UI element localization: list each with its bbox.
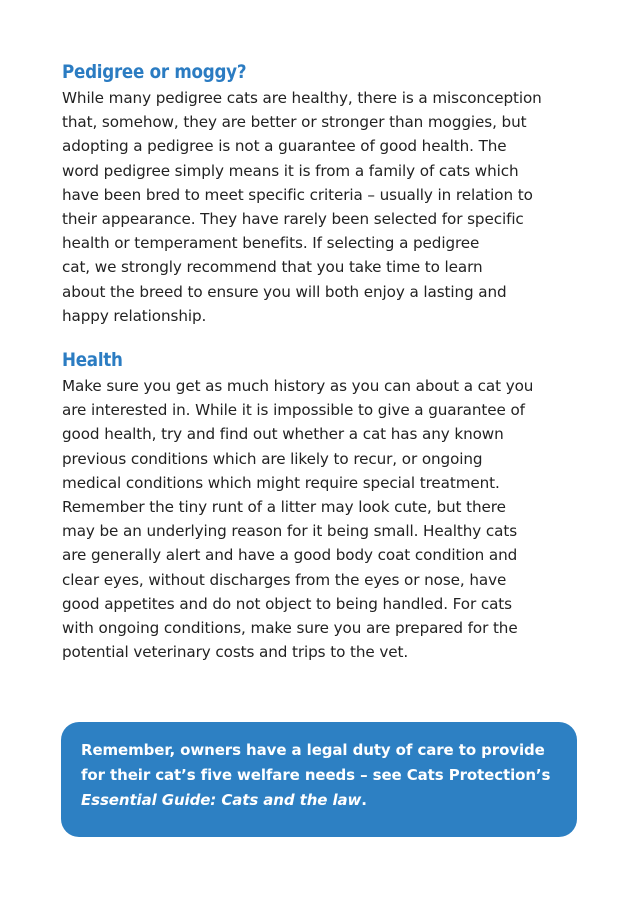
guide-title: Essential Guide: Cats and the law — [81, 791, 362, 809]
text-line: their appearance. They have rarely been selected for specific — [62, 210, 524, 229]
text-line: have been bred to meet specific criteria – usually in relation to — [62, 185, 533, 204]
text-line: While many pedigree cats are healthy, there is a misconception — [62, 89, 542, 107]
text-line: previous conditions which are likely to recur, or ongoing — [62, 449, 483, 468]
callout-line-end: . — [361, 791, 367, 809]
section-pedigree — [62, 60, 582, 328]
text-line: about the breed to ensure you will both enjoy a lasting and — [62, 282, 507, 301]
document-page — [62, 60, 582, 684]
reminder-callout-box — [61, 722, 577, 837]
text-line: with ongoing conditions, make sure you are prepared for the — [62, 619, 518, 638]
text-line: potential veterinary costs and trips to the vet. — [62, 643, 409, 662]
text-line: clear eyes, without discharges from the eyes or nose, have — [62, 570, 507, 589]
callout-line: Remember, owners have a legal duty of care to provide — [81, 741, 545, 759]
section-body — [62, 86, 582, 328]
text-line: medical conditions which might require special treatment. — [62, 473, 500, 492]
callout-line: for their cat’s five welfare needs – see Cats Protection’s — [81, 766, 551, 784]
text-line: good health, try and find out whether a cat has any known — [62, 425, 504, 444]
text-line: Make sure you get as much history as you can about a cat you — [62, 377, 534, 396]
section-heading: Pedigree or moggy? — [62, 61, 247, 83]
text-line: good appetites and do not object to being handled. For cats — [62, 594, 512, 613]
section-health — [62, 348, 582, 664]
text-line: are generally alert and have a good body coat condition and — [62, 546, 518, 565]
section-body — [62, 374, 582, 664]
callout-text — [81, 738, 557, 813]
text-line: health or temperament benefits. If selecting a pedigree — [62, 234, 480, 253]
text-line: may be an underlying reason for it being small. Healthy cats — [62, 522, 518, 541]
text-line: Remember the tiny runt of a litter may look cute, but there — [62, 498, 506, 517]
text-line: happy relationship. — [62, 306, 207, 325]
text-line: are interested in. While it is impossible to give a guarantee of — [62, 401, 525, 420]
text-line: that, somehow, they are better or stronger than moggies, but — [62, 113, 527, 132]
text-line: word pedigree simply means it is from a family of cats which — [62, 161, 519, 180]
text-line: cat, we strongly recommend that you take time to learn — [62, 258, 483, 277]
section-heading: Health — [62, 349, 123, 372]
text-line: adopting a pedigree is not a guarantee of good health. The — [62, 137, 507, 156]
